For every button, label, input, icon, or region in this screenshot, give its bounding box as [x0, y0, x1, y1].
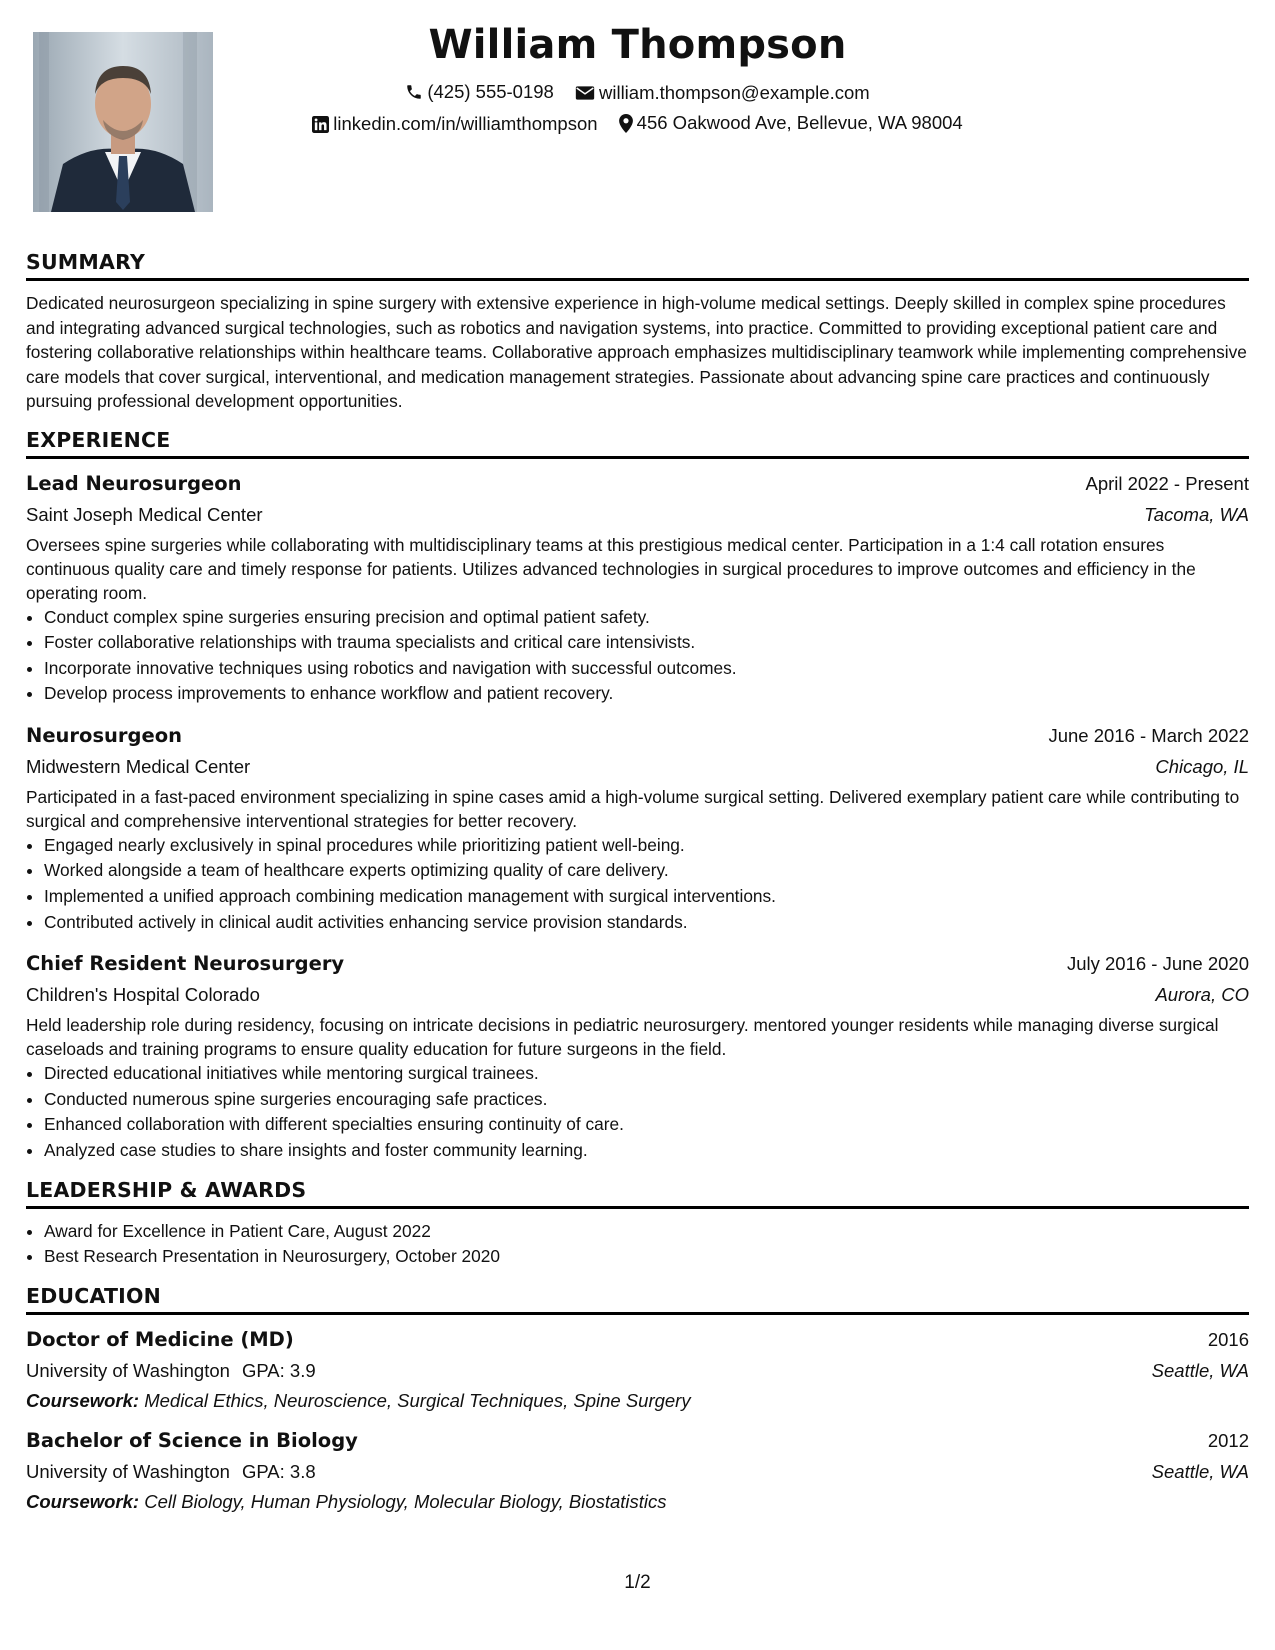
job-title: Chief Resident Neurosurgery — [26, 952, 345, 976]
awards-section — [26, 1178, 1249, 1270]
coursework — [26, 1487, 1249, 1517]
linkedin-text: linkedin.com/in/williamthompson — [333, 113, 598, 134]
list-item: • Directed educational initiatives while mentoring surgical trainees. — [44, 1061, 1249, 1087]
job-dates: April 2022 - Present — [1085, 472, 1249, 494]
degree-year: 2016 — [1207, 1328, 1249, 1350]
experience-section — [26, 428, 1249, 1164]
awards-list — [26, 1219, 1249, 1270]
job-organization: Saint Joseph Medical Center — [26, 503, 263, 525]
list-item: • Conduct complex spine surgeries ensuring precision and optimal patient safety. — [44, 605, 1249, 631]
address-contact — [619, 111, 963, 135]
gpa: GPA: 3.8 — [241, 1460, 316, 1482]
school-name: University of Washington — [26, 1460, 230, 1482]
phone-text: (425) 555-0198 — [427, 81, 554, 102]
page-number: 1/2 — [624, 1572, 651, 1593]
coursework — [26, 1386, 1249, 1416]
contact-line-2 — [26, 111, 1249, 139]
list-item: • Develop process improvements to enhance workflow and patient recovery. — [44, 681, 1249, 707]
list-item: • Analyzed case studies to share insights and foster community learning. — [44, 1138, 1249, 1164]
resume-header — [26, 0, 1249, 250]
job-title: Lead Neurosurgeon — [26, 471, 242, 495]
phone-contact[interactable] — [405, 80, 554, 104]
map-pin-icon — [619, 114, 633, 133]
education-section — [26, 1284, 1249, 1517]
education-entry — [26, 1325, 1249, 1416]
job-location: Chicago, IL — [1155, 755, 1249, 777]
education-entry — [26, 1426, 1249, 1517]
school-location: Seattle, WA — [1151, 1460, 1249, 1482]
job-description: Oversees spine surgeries while collaborating with multidisciplinary teams at this prestigious medical center. Participation in a 1:4 call rotation ensures continuous quality care and timely response for patients. Utilizes advanced technologies in surgical procedures to improve outcomes and efficiency in the operating room. — [26, 534, 1196, 603]
job-entry — [26, 721, 1249, 935]
list-item: • Award for Excellence in Patient Care, August 2022 — [44, 1219, 1249, 1245]
degree-title: Doctor of Medicine (MD) — [26, 1327, 294, 1351]
resume-page — [26, 0, 1249, 1531]
job-description: Held leadership role during residency, focusing on intricate decisions in pediatric neurosurgery. mentored younger residents while managing diverse surgical caseloads and training programs to ensure quality education for future surgeons in the field. — [26, 1015, 1219, 1060]
envelope-icon — [575, 85, 595, 101]
summary-text: Dedicated neurosurgeon specializing in spine surgery with extensive experience in high-volume medical settings. Deeply skilled in complex spine procedures and integrating advanced surgical technologies, such as robotics and navigation systems, into practice. Committed to providing exceptional patient care and fostering collaborative relationships within healthcare teams. Collaborative approach emphasizes multidisciplinary teamwork while implementing comprehensive care models that cover surgical, interventional, and medication management strategies. Passionate about advancing spine care practices and continuously pursuing professional development opportunities. — [26, 293, 1247, 411]
address-text: 456 Oakwood Ave, Bellevue, WA 98004 — [636, 112, 963, 133]
email-contact[interactable] — [575, 81, 870, 105]
list-item: • Enhanced collaboration with different specialties ensuring continuity of care. — [44, 1112, 1249, 1138]
candidate-name: William Thompson — [428, 22, 847, 68]
coursework-list: Cell Biology, Human Physiology, Molecular Biology, Biostatistics — [144, 1490, 667, 1512]
degree-title: Bachelor of Science in Biology — [26, 1428, 358, 1452]
job-location: Aurora, CO — [1155, 984, 1249, 1006]
coursework-label: Coursework: — [26, 1389, 140, 1411]
linkedin-icon — [312, 116, 329, 133]
summary-section — [26, 250, 1249, 414]
summary-heading: SUMMARY — [26, 250, 1249, 281]
job-description: Participated in a fast-paced environment specializing in spine cases amid a high-volume surgical setting. Delivered exemplary patient care while contributing to surgical and comprehensive interventional strategies for better recovery. — [26, 786, 1240, 831]
job-bullets — [26, 833, 1249, 935]
list-item: • Best Research Presentation in Neurosurgery, October 2020 — [44, 1244, 1249, 1270]
list-item: • Implemented a unified approach combining medication management with surgical interventions. — [44, 884, 1249, 910]
job-entry — [26, 469, 1249, 707]
job-dates: July 2016 - June 2020 — [1066, 953, 1249, 975]
list-item: • Worked alongside a team of healthcare experts optimizing quality of care delivery. — [44, 858, 1249, 884]
coursework-label: Coursework: — [26, 1490, 140, 1512]
job-title: Neurosurgeon — [26, 723, 183, 747]
list-item: • Conducted numerous spine surgeries encouraging safe practices. — [44, 1087, 1249, 1113]
list-item: • Incorporate innovative techniques using robotics and navigation with successful outcomes. — [44, 656, 1249, 682]
list-item: • Engaged nearly exclusively in spinal procedures while prioritizing patient well-being. — [44, 833, 1249, 859]
list-item: • Contributed actively in clinical audit activities enhancing service provision standards. — [44, 910, 1249, 936]
school-name: University of Washington — [26, 1359, 230, 1381]
coursework-list: Medical Ethics, Neuroscience, Surgical Techniques, Spine Surgery — [144, 1389, 691, 1411]
linkedin-contact[interactable] — [312, 112, 597, 136]
school-location: Seattle, WA — [1151, 1359, 1249, 1381]
job-location: Tacoma, WA — [1144, 503, 1249, 525]
list-item: • Foster collaborative relationships with trauma specialists and critical care intensivists. — [44, 630, 1249, 656]
job-organization: Children's Hospital Colorado — [26, 984, 260, 1006]
job-dates: June 2016 - March 2022 — [1048, 724, 1249, 746]
email-text: william.thompson@example.com — [598, 82, 870, 103]
gpa: GPA: 3.9 — [241, 1359, 316, 1381]
job-entry — [26, 949, 1249, 1163]
job-bullets — [26, 1061, 1249, 1163]
degree-year: 2012 — [1207, 1429, 1249, 1451]
job-organization: Midwestern Medical Center — [26, 755, 251, 777]
job-bullets — [26, 605, 1249, 707]
education-heading: EDUCATION — [26, 1284, 1249, 1315]
awards-heading: LEADERSHIP & AWARDS — [26, 1178, 1249, 1209]
contact-line-1 — [26, 80, 1249, 107]
phone-icon — [405, 83, 423, 101]
experience-heading: EXPERIENCE — [26, 428, 1249, 459]
